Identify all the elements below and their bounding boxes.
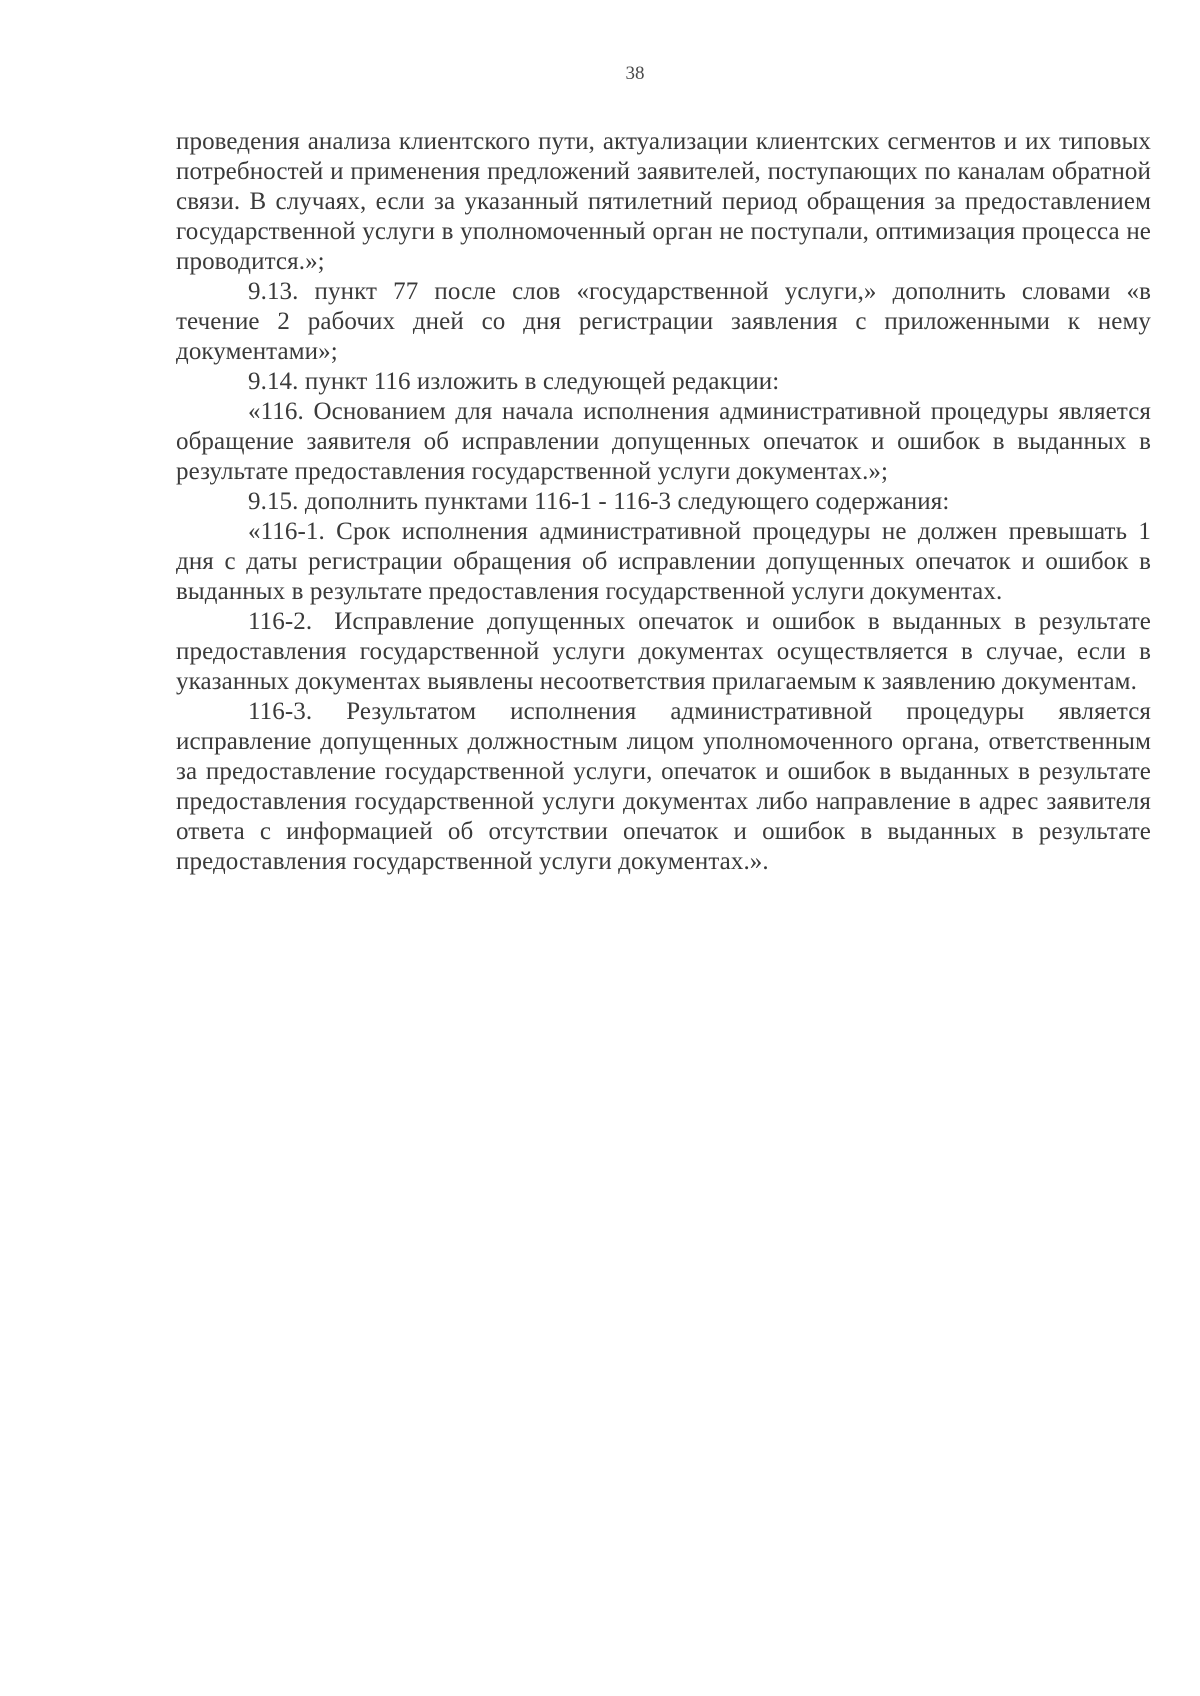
paragraph-9-13: 9.13. пункт 77 после слов «государственной услуги,» дополнить словами «в течение 2 рабочих дней со дня регистрации заявления с приложенными к нему документами»; (176, 278, 1151, 365)
paragraph-116: «116. Основанием для начала исполнения административной процедуры является обращение заявителя об исправлении допущенных опечаток и ошибок в выданных в результате предоставления государственной услуги документах.»; (176, 398, 1151, 485)
paragraph-116-3: 116-3. Результатом исполнения административной процедуры является исправление допущенных должностным лицом уполномоченного органа, ответственным за предоставление государственной услуги, опечаток и ошибок в выданных в результате предоставления государственной услуги документах либо направление в адрес заявителя ответа с информацией об отсутствии опечаток и ошибок в выданных в результате предоставления государственной услуги документах.». (176, 698, 1151, 875)
page-number: 38 (625, 63, 645, 84)
document-body (176, 127, 1151, 877)
paragraph-continuation: проведения анализа клиентского пути, актуализации клиентских сегментов и их типовых потребностей и применения предложений заявителей, поступающих по каналам обратной связи. В случаях, если за указанный пятилетний период обращения за предоставлением государственной услуги в уполномоченный орган не поступали, оптимизация процесса не проводится.»; (176, 128, 1151, 275)
paragraph-116-2-text: Исправление допущенных опечаток и ошибок в выданных в результате предоставления государственной услуги документах осуществляется в случае, если в указанных документах выявлены несоответствия прилагаемым к заявлению документам. (176, 608, 1151, 695)
paragraph-9-14: 9.14. пункт 116 изложить в следующей редакции: (248, 368, 780, 395)
paragraph-116-2 (176, 607, 1151, 697)
paragraph-9-15: 9.15. дополнить пунктами 116-1 - 116-3 следующего содержания: (248, 488, 950, 515)
paragraph-116-2-number: 116-2. (248, 608, 313, 635)
paragraph-116-1: «116-1. Срок исполнения административной процедуры не должен превышать 1 дня с даты регистрации обращения об исправлении допущенных опечаток и ошибок в выданных в результате предоставления государственной услуги документах. (176, 518, 1151, 605)
